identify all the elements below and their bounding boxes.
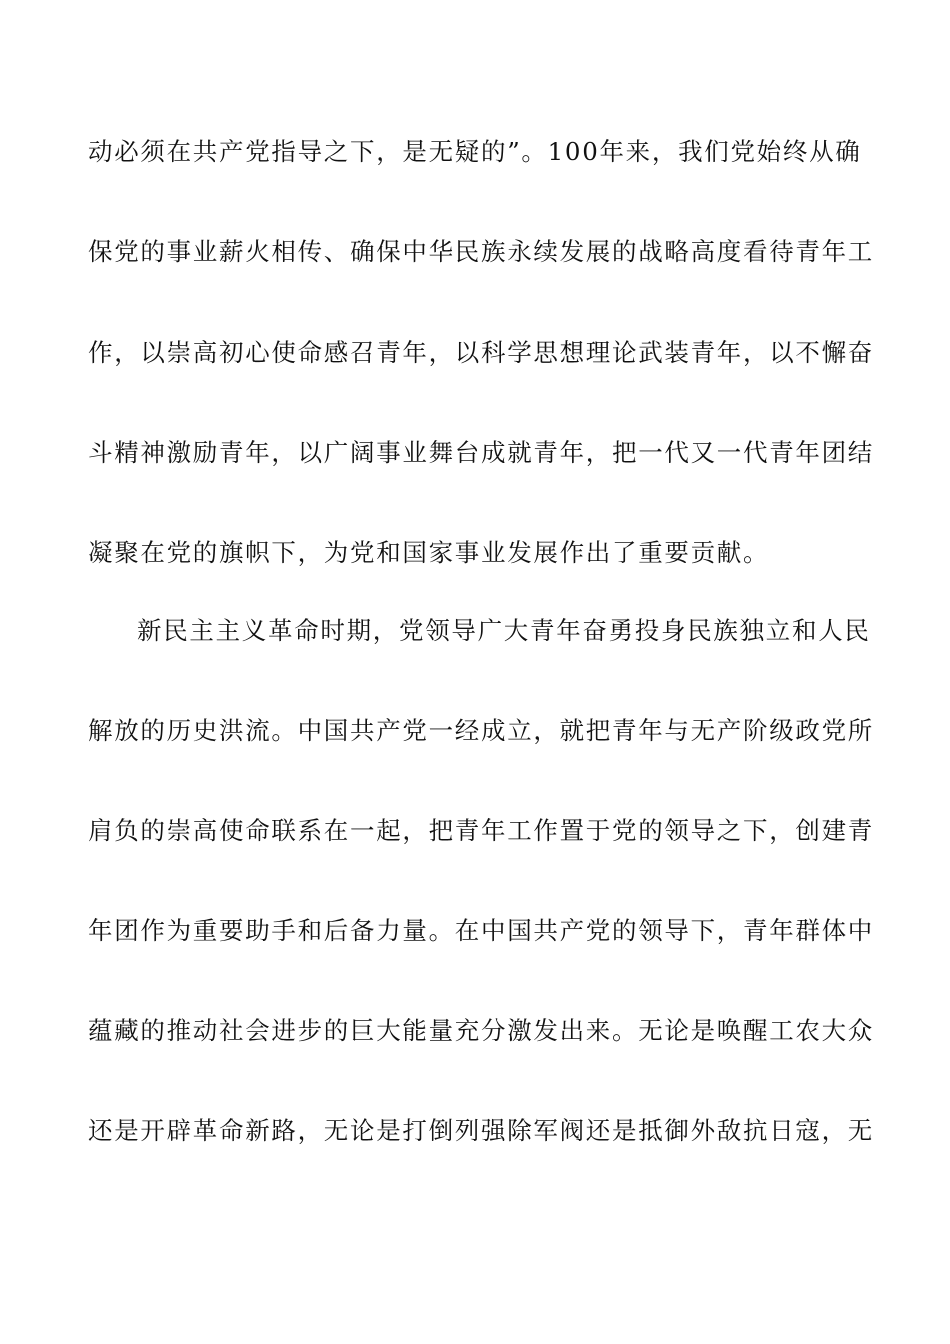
text-line: 保党的事业薪火相传、确保中华民族永续发展的战略高度看待青年工 — [88, 237, 874, 266]
text-line: 解放的历史洪流。中国共产党一经成立，就把青年与无产阶级政党所 — [88, 716, 874, 745]
text-line: 蕴藏的推动社会进步的巨大能量充分激发出来。无论是唤醒工农大众 — [88, 1016, 874, 1045]
text-line: 凝聚在党的旗帜下，为党和国家事业发展作出了重要贡献。 — [88, 538, 770, 567]
text-line: 肩负的崇高使命联系在一起，把青年工作置于党的领导之下，创建青 — [88, 816, 874, 845]
text-line: 斗精神激励青年，以广阔事业舞台成就青年，把一代又一代青年团结 — [88, 438, 874, 467]
text-line: 新民主主义革命时期，党领导广大青年奋勇投身民族独立和人民 — [137, 616, 871, 645]
text-line: 年团作为重要助手和后备力量。在中国共产党的领导下，青年群体中 — [88, 916, 874, 945]
text-line: 作，以崇高初心使命感召青年，以科学思想理论武装青年，以不懈奋 — [88, 338, 874, 367]
text-line: 还是开辟革命新路，无论是打倒列强除军阀还是抵御外敌抗日寇，无 — [88, 1116, 874, 1145]
text-line: 动必须在共产党指导之下，是无疑的”。100年来，我们党始终从确 — [88, 137, 862, 166]
